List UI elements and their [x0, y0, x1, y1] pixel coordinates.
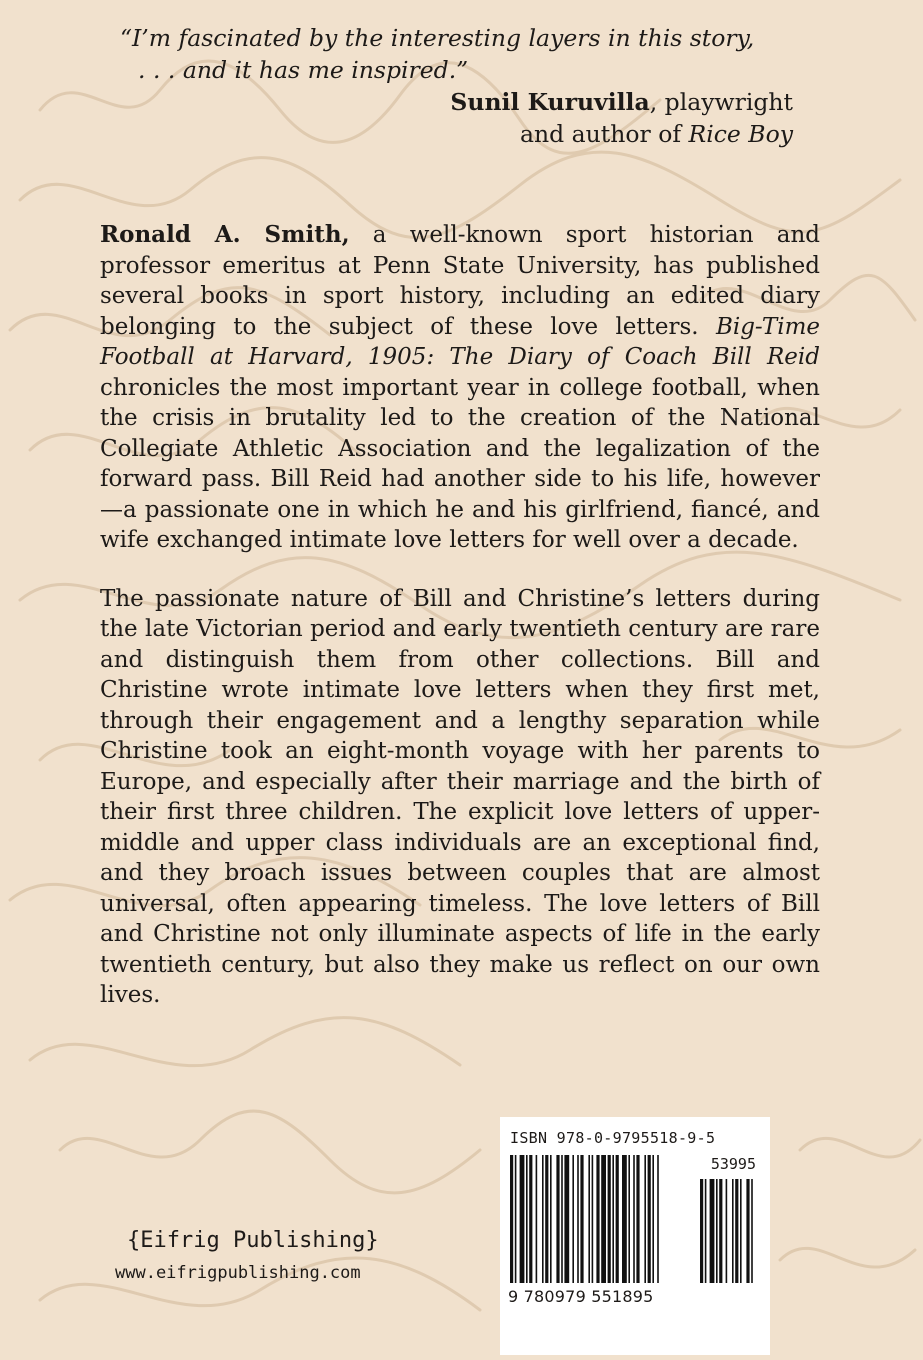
barcode-bar: [572, 1155, 574, 1283]
barcode-bar: [588, 1155, 590, 1283]
barcode-bar: [542, 1155, 544, 1283]
quote-line-2: . . . and it has me inspired.”: [138, 56, 469, 84]
price-barcode-bar: [732, 1179, 734, 1283]
barcode-bar: [612, 1155, 614, 1283]
price-barcode-bar: [716, 1179, 718, 1283]
barcode-bar: [529, 1155, 532, 1283]
price-code: 53995: [710, 1155, 756, 1173]
barcode-bar: [644, 1155, 646, 1283]
endorsement-quote: [120, 22, 820, 86]
publisher-url: www.eifrigpublishing.com: [115, 1263, 361, 1283]
author-name: Ronald A. Smith,: [100, 221, 350, 248]
price-barcode-bar: [719, 1179, 722, 1283]
barcode-bar: [596, 1155, 599, 1283]
barcode-bars: [510, 1155, 760, 1290]
barcode-bar: [622, 1155, 627, 1283]
quote-author-role: , playwright: [649, 88, 793, 116]
quote-author-name: Sunil Kuruvilla: [450, 88, 650, 116]
price-barcode-bar: [740, 1179, 742, 1283]
barcode-bar: [636, 1155, 639, 1283]
price-barcode-bar: [751, 1179, 753, 1283]
letters-summary-paragraph: The passionate nature of Bill and Christine’s letters during the late Victorian period and early twentieth century are rare and distinguish them from other collections. Bill and Christine wrote intimate love letters when they first met, through their engagement and a lengthy separation while Christine took an eight-month voyage with her parents to Europe, and especially after their marriage and the birth of their first three children. The explicit love letters of upper-middle and upper class individuals are an exceptional find, and they broach issues between couples that are almost universal, often appearing timeless. The love letters of Bill and Christine not only illuminate aspects of life in the early twentieth century, but also they make us reflect on our own lives.: [100, 585, 820, 1008]
isbn-barcode: [500, 1117, 770, 1355]
publisher-name: {Eifrig Publishing}: [127, 1228, 379, 1253]
barcode-bar: [580, 1155, 583, 1283]
barcode-bar: [592, 1155, 594, 1283]
price-barcode-bar: [726, 1179, 728, 1283]
barcode-bar: [616, 1155, 619, 1283]
quote-line-1: “I’m fascinated by the interesting layers in this story,: [120, 24, 755, 52]
barcode-bar: [657, 1155, 659, 1283]
ean-digits: 9 780979 551895: [508, 1287, 654, 1306]
price-barcode-bar: [710, 1179, 715, 1283]
barcode-bar: [561, 1155, 563, 1283]
diary-book-title: Big-Time Football at Harvard, 1905: The Diary of Coach Bill Reid: [100, 313, 820, 370]
barcode-bar: [520, 1155, 525, 1283]
barcode-bar: [652, 1155, 654, 1283]
barcode-bar: [577, 1155, 579, 1283]
book-description: [100, 220, 820, 1039]
barcode-bar: [536, 1155, 538, 1283]
barcode-bar: [601, 1155, 606, 1283]
bio-text-2: chronicles the most important year in college football, when the crisis in brutality led to the creation of the National Collegiate Athletic Association and the legalization of the forward pass. Bill Reid had another side to his life, however—a passionate one in which he and his girlfriend, fiancé, and wife exchanged intimate love letters for well over a decade.: [100, 374, 820, 553]
barcode-bar: [510, 1155, 513, 1283]
barcode-bar: [526, 1155, 528, 1283]
barcode-bar: [550, 1155, 552, 1283]
price-barcode-bar: [735, 1179, 738, 1283]
quote-attribution: [450, 86, 793, 150]
price-barcode-bar: [705, 1179, 707, 1283]
quote-author-work: Rice Boy: [688, 120, 793, 148]
price-barcode-bar: [746, 1179, 749, 1283]
barcode-bar: [648, 1155, 651, 1283]
barcode-bar: [628, 1155, 630, 1283]
barcode-bar: [545, 1155, 548, 1283]
isbn-label: ISBN 978-0-9795518-9-5: [510, 1129, 716, 1147]
author-bio-paragraph: [100, 220, 820, 556]
barcode-bar: [608, 1155, 611, 1283]
barcode-bar: [515, 1155, 517, 1283]
barcode-bar: [564, 1155, 569, 1283]
barcode-bar: [633, 1155, 635, 1283]
bio-text-1: a well-known sport historian and professor emeritus at Penn State University, has published several books in sport history, including an edited diary belonging to the subject of these love letters.: [100, 222, 820, 340]
publisher-block: [115, 1228, 415, 1283]
price-barcode-bar: [700, 1179, 703, 1283]
quote-author-line2: and author of: [519, 120, 689, 148]
barcode-bar: [556, 1155, 559, 1283]
